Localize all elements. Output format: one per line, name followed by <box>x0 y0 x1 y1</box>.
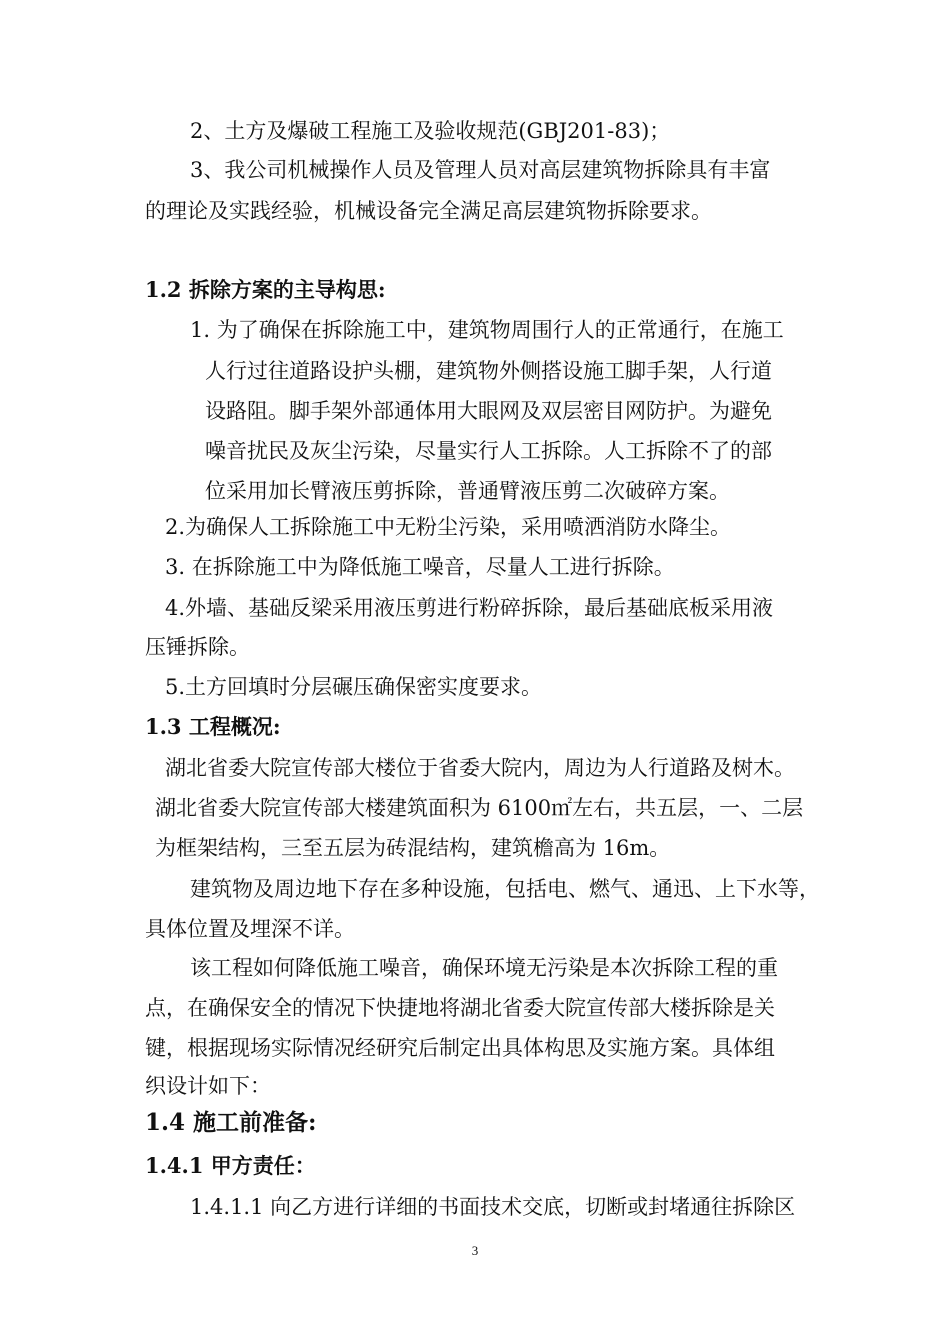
overview-para-1-line2: 湖北省委大院宣传部大楼建筑面积为 6100㎡左右，共五层，一、二层 <box>155 796 804 820</box>
concept-item-2: 2.为确保人工拆除施工中无粉尘污染，采用喷洒消防水降尘。 <box>165 515 732 539</box>
section-heading-1-3: 1.3 工程概况: <box>145 714 281 739</box>
ref-item-2: 2、土方及爆破工程施工及验收规范(GBJ201-83)； <box>190 119 671 143</box>
concept-item-1-line5: 位采用加长臂液压剪拆除，普通臂液压剪二次破碎方案。 <box>205 479 730 503</box>
responsibility-item-1: 1.4.1.1 向乙方进行详细的书面技术交底，切断或封堵通往拆除区 <box>190 1195 796 1219</box>
concept-item-1-line3: 设路阻。脚手架外部通体用大眼网及双层密目网防护。为避免 <box>205 399 772 423</box>
concept-item-3: 3. 在拆除施工中为降低施工噪音，尽量人工进行拆除。 <box>165 555 675 579</box>
section-heading-1-4: 1.4 施工前准备: <box>145 1109 317 1136</box>
ref-item-3-cont: 的理论及实践经验，机械设备完全满足高层建筑物拆除要求。 <box>145 199 712 223</box>
concept-item-1: 1. 为了确保在拆除施工中，建筑物周围行人的正常通行，在施工 <box>190 318 784 342</box>
concept-item-5: 5.土方回填时分层碾压确保密实度要求。 <box>165 675 543 699</box>
section-heading-1-2: 1.2 拆除方案的主导构思: <box>145 277 386 302</box>
page-number: 3 <box>471 1243 479 1258</box>
overview-para-3-line2: 点，在确保安全的情况下快捷地将湖北省委大院宣传部大楼拆除是关 <box>145 996 775 1020</box>
overview-para-2-cont: 具体位置及埋深不详。 <box>145 917 355 941</box>
overview-para-3: 该工程如何降低施工噪音，确保环境无污染是本次拆除工程的重 <box>190 956 778 980</box>
overview-para-1: 湖北省委大院宣传部大楼位于省委大院内，周边为人行道路及树木。 <box>165 756 795 780</box>
overview-para-3-line3: 键，根据现场实际情况经研究后制定出具体构思及实施方案。具体组 <box>145 1036 775 1060</box>
concept-item-4-cont: 压锤拆除。 <box>145 635 250 659</box>
concept-item-4: 4.外墙、基础反梁采用液压剪进行粉碎拆除，最后基础底板采用液 <box>165 596 774 620</box>
overview-para-3-line4: 织设计如下： <box>145 1074 271 1098</box>
overview-para-1-line3: 为框架结构，三至五层为砖混结构，建筑檐高为 16m。 <box>155 836 671 860</box>
subsection-heading-1-4-1: 1.4.1 甲方责任： <box>145 1153 316 1178</box>
ref-item-3: 3、我公司机械操作人员及管理人员对高层建筑物拆除具有丰富 <box>190 158 771 182</box>
overview-para-2: 建筑物及周边地下存在多种设施，包括电、燃气、通迅、上下水等， <box>190 877 820 901</box>
concept-item-1-line2: 人行过往道路设护头棚，建筑物外侧搭设施工脚手架，人行道 <box>205 359 772 383</box>
concept-item-1-line4: 噪音扰民及灰尘污染，尽量实行人工拆除。人工拆除不了的部 <box>205 439 772 463</box>
